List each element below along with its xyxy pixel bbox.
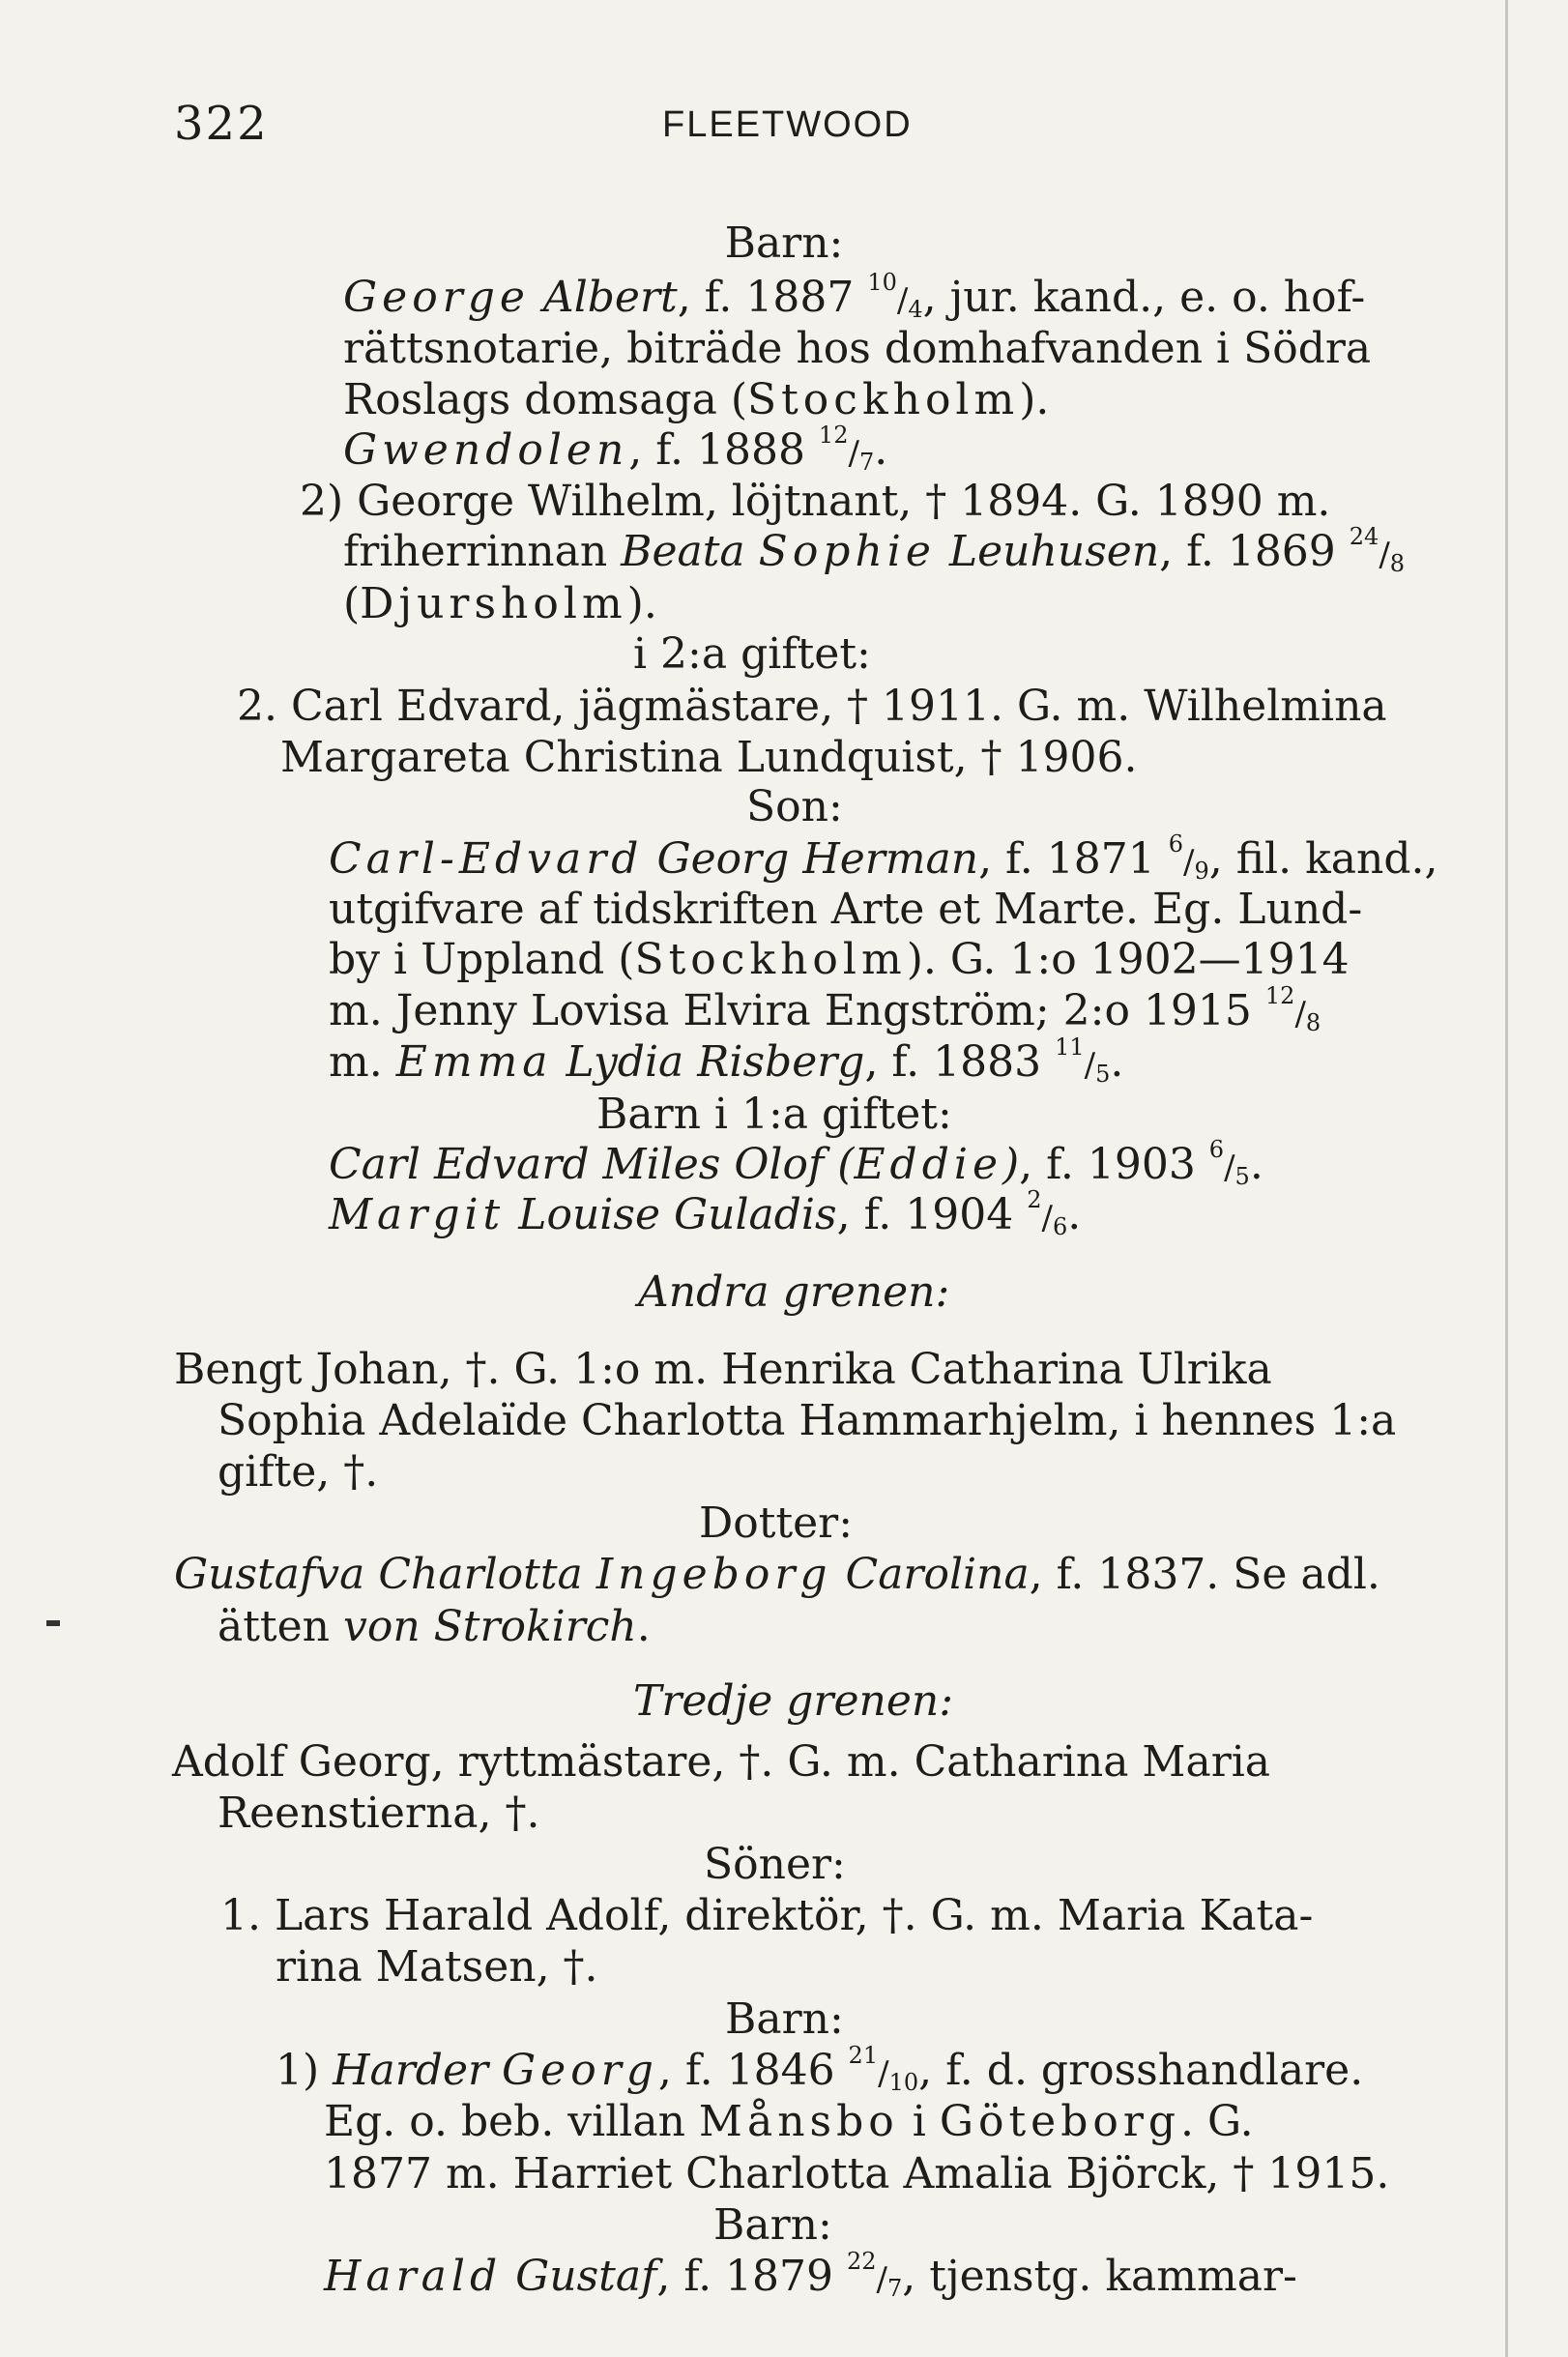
text-segment: Lydia Risberg: [566, 1037, 865, 1087]
text-segment: Eg. o. beb. villan: [324, 2097, 699, 2146]
text-segment: [643, 834, 656, 884]
text-segment: , fil. kand.,: [1208, 834, 1438, 884]
text-segment: i: [898, 2097, 940, 2146]
text-segment: utgifvare af tidskriften Arte et Marte. Eg. Lund-: [329, 885, 1363, 934]
page-number: 322: [174, 97, 269, 151]
text-segment: Sophie: [758, 527, 936, 576]
text-segment: .: [874, 425, 888, 475]
text-segment: 5: [1095, 1061, 1111, 1088]
text-segment: Bengt Johan, †. G. 1:o m. Henrika Catharina Ulrika: [174, 1345, 1272, 1394]
text-segment: George: [343, 273, 530, 322]
line-38: [713, 2197, 832, 2253]
text-segment: , f. 1903: [1019, 1140, 1209, 1189]
text-segment: Ingeborg: [595, 1550, 832, 1599]
text-segment: 21: [848, 2042, 879, 2069]
text-segment: Söner:: [704, 1840, 846, 1889]
text-segment: ): [1002, 1140, 1020, 1189]
text-segment: i 2:a giftet:: [633, 629, 871, 679]
line-25: [699, 1496, 853, 1551]
text-segment: /: [1041, 1199, 1053, 1237]
text-segment: , jur. kand., e. o. hof-: [922, 273, 1366, 322]
text-segment: m. Jenny Lovisa Elvira Engström; 2:o 1915: [329, 986, 1265, 1035]
text-segment: by i Uppland (: [329, 935, 635, 984]
text-segment: Eddie: [854, 1140, 1002, 1189]
text-segment: , f. d. grosshandlare.: [918, 2046, 1364, 2095]
text-segment: Margareta Christina Lundquist, † 1906.: [280, 733, 1138, 782]
text-segment: 6: [1052, 1213, 1068, 1240]
page-header: [174, 97, 1411, 155]
text-segment: (: [343, 579, 361, 628]
text-segment: , f. 1883: [864, 1037, 1056, 1087]
line-17: [329, 1034, 1123, 1093]
text-segment: 9: [1194, 858, 1209, 885]
running-title: FLEETWOOD: [662, 104, 913, 145]
text-segment: Barn i 1:a giftet:: [596, 1090, 952, 1139]
text-segment: 2) George Wilhelm, löjtnant, † 1894. G. 1890 m.: [300, 477, 1331, 526]
text-segment: Roslags domsaga (: [343, 375, 747, 424]
text-segment: /: [876, 2260, 888, 2299]
text-segment: Dotter:: [699, 1499, 854, 1548]
line-21: [638, 1265, 949, 1320]
line-3: [343, 321, 1371, 376]
line-9: [633, 626, 871, 682]
text-segment: Margit: [329, 1190, 506, 1239]
text-segment: Barn:: [725, 1994, 844, 2044]
text-segment: Louise Guladis: [518, 1190, 837, 1239]
text-segment: Barn:: [724, 218, 844, 268]
text-segment: Djursholm: [360, 579, 627, 628]
text-segment: Barn:: [713, 2200, 832, 2250]
text-segment: /: [1294, 995, 1306, 1033]
line-36: [324, 2094, 1254, 2149]
text-segment: Georg Herman: [656, 834, 979, 884]
text-segment: , f. 1879: [656, 2252, 847, 2301]
page-edge-line: [1505, 0, 1508, 2357]
text-segment: [530, 273, 543, 322]
text-segment: 1): [276, 2046, 334, 2095]
line-18: [596, 1087, 952, 1142]
text-segment: 2: [1027, 1186, 1042, 1213]
text-segment: friherrinnan: [343, 527, 622, 576]
text-segment: /: [1182, 843, 1195, 882]
text-segment: 8: [1305, 1009, 1321, 1036]
text-segment: Son:: [746, 782, 843, 831]
text-segment: gifte, †.: [218, 1447, 379, 1497]
text-segment: 7: [858, 449, 875, 476]
line-26: [174, 1547, 1380, 1602]
line-8: [343, 576, 657, 631]
text-segment: [502, 2252, 515, 2301]
text-segment: , f. 1869: [1159, 527, 1350, 576]
text-segment: Göteborg: [939, 2097, 1181, 2146]
text-segment: Gustaf: [515, 2252, 657, 2301]
line-20: [329, 1187, 1081, 1246]
line-35: [276, 2043, 1363, 2102]
text-segment: rina Matsen, †.: [276, 1942, 598, 1992]
text-segment: Beata: [621, 527, 745, 576]
text-segment: , f. 1846: [657, 2046, 849, 2095]
text-segment: Gwendolen: [343, 425, 629, 475]
text-segment: Andra grenen:: [638, 1267, 950, 1317]
text-segment: , tjenstg. kammar-: [902, 2252, 1297, 2301]
line-6: [300, 474, 1330, 529]
text-segment: 10: [867, 269, 897, 296]
text-segment: [745, 527, 759, 576]
text-segment: 11: [1055, 1033, 1085, 1061]
text-segment: .: [1067, 1190, 1082, 1239]
text-segment: /: [848, 434, 859, 473]
line-11: [280, 730, 1138, 785]
text-segment: 7: [887, 2275, 903, 2302]
line-24: [218, 1444, 378, 1499]
text-segment: [936, 527, 949, 576]
text-segment: 4: [908, 296, 923, 323]
line-29: [172, 1734, 1270, 1790]
text-segment: ).: [626, 579, 657, 628]
text-segment: Carolina: [831, 1550, 1030, 1599]
text-segment: 6: [1208, 1136, 1225, 1163]
text-segment: .: [1110, 1037, 1124, 1087]
text-segment: Stockholm: [634, 935, 907, 984]
text-segment: Leuhusen: [948, 527, 1160, 576]
text-segment: 22: [847, 2248, 877, 2275]
line-28: [633, 1673, 953, 1729]
line-33: [276, 1939, 598, 1994]
text-segment: Georg: [502, 2046, 658, 2095]
text-segment: /: [1084, 1046, 1096, 1085]
text-segment: 1. Lars Harald Adolf, direktör, †. G. m. Maria Kata-: [220, 1891, 1314, 1940]
text-segment: m.: [329, 1037, 396, 1087]
text-segment: [553, 1037, 566, 1087]
text-segment: 12: [818, 422, 849, 449]
text-segment: Sophia Adelaïde Charlotta Hammarhjelm, i hennes 1:a: [218, 1396, 1397, 1445]
text-segment: 5: [1234, 1163, 1250, 1190]
text-segment: Stockholm: [746, 375, 1020, 424]
margin-mark: [46, 1620, 60, 1626]
text-segment: Carl-Edvard: [329, 834, 644, 884]
line-37: [324, 2146, 1389, 2201]
line-32: [220, 1888, 1313, 1943]
text-segment: , f. 1837. Se adl.: [1029, 1550, 1380, 1599]
text-segment: 1877 m. Harriet Charlotta Amalia Björck, † 1915.: [324, 2149, 1390, 2198]
text-segment: 6: [1168, 830, 1183, 858]
line-22: [174, 1342, 1272, 1397]
text-segment: /: [878, 2054, 889, 2093]
text-segment: Harald: [324, 2252, 503, 2301]
text-segment: Reenstierna, †.: [218, 1789, 540, 1838]
text-segment: Carl Edvard Miles Olof (: [329, 1140, 855, 1189]
text-segment: 2. Carl Edvard, jägmästare, † 1911. G. m. Wilhelmina: [237, 682, 1387, 731]
line-4: [343, 372, 1049, 427]
text-segment: /: [1224, 1149, 1235, 1187]
line-39: [324, 2249, 1297, 2308]
text-segment: Månsbo: [698, 2097, 899, 2146]
text-segment: , f. 1888: [628, 425, 819, 475]
line-15: [329, 932, 1350, 987]
text-segment: , f. 1904: [836, 1190, 1028, 1239]
text-segment: ätten: [218, 1602, 343, 1651]
line-12: [746, 779, 843, 834]
text-segment: Adolf Georg, ryttmästare, †. G. m. Catharina Maria: [172, 1737, 1271, 1787]
text-segment: /: [896, 281, 909, 320]
text-segment: von Strokirch: [342, 1602, 637, 1651]
text-segment: 12: [1264, 982, 1295, 1009]
line-34: [725, 1992, 844, 2047]
text-segment: .: [636, 1602, 651, 1651]
line-30: [218, 1786, 539, 1841]
text-segment: Emma: [395, 1037, 553, 1087]
text-segment: /: [1379, 536, 1390, 574]
text-segment: 24: [1349, 523, 1379, 550]
line-31: [704, 1837, 846, 1892]
line-10: [237, 679, 1387, 734]
text-segment: Gustafva Charlotta: [174, 1550, 596, 1599]
text-segment: Harder: [333, 2046, 489, 2095]
text-segment: rättsnotarie, biträde hos domhafvanden i Södra: [343, 324, 1372, 373]
line-27: [218, 1599, 651, 1654]
line-1: [0, 216, 1568, 271]
line-14: [329, 882, 1362, 937]
text-segment: [488, 2046, 502, 2095]
line-5: [343, 422, 887, 481]
line-23: [218, 1393, 1396, 1448]
text-segment: . G.: [1180, 2097, 1254, 2146]
text-segment: , f. 1871: [978, 834, 1169, 884]
text-segment: ). G. 1:o 1902—1914: [906, 935, 1350, 984]
text-segment: Albert: [542, 273, 678, 322]
text-segment: ).: [1019, 375, 1050, 424]
text-segment: 10: [888, 2069, 919, 2096]
line-16: [329, 983, 1321, 1042]
text-segment: , f. 1887: [677, 273, 868, 322]
text-segment: .: [1249, 1140, 1263, 1189]
text-segment: 8: [1389, 550, 1406, 577]
line-2: [343, 270, 1365, 329]
line-7: [343, 524, 1405, 583]
text-segment: Tredje grenen:: [633, 1676, 954, 1726]
text-segment: [505, 1190, 518, 1239]
